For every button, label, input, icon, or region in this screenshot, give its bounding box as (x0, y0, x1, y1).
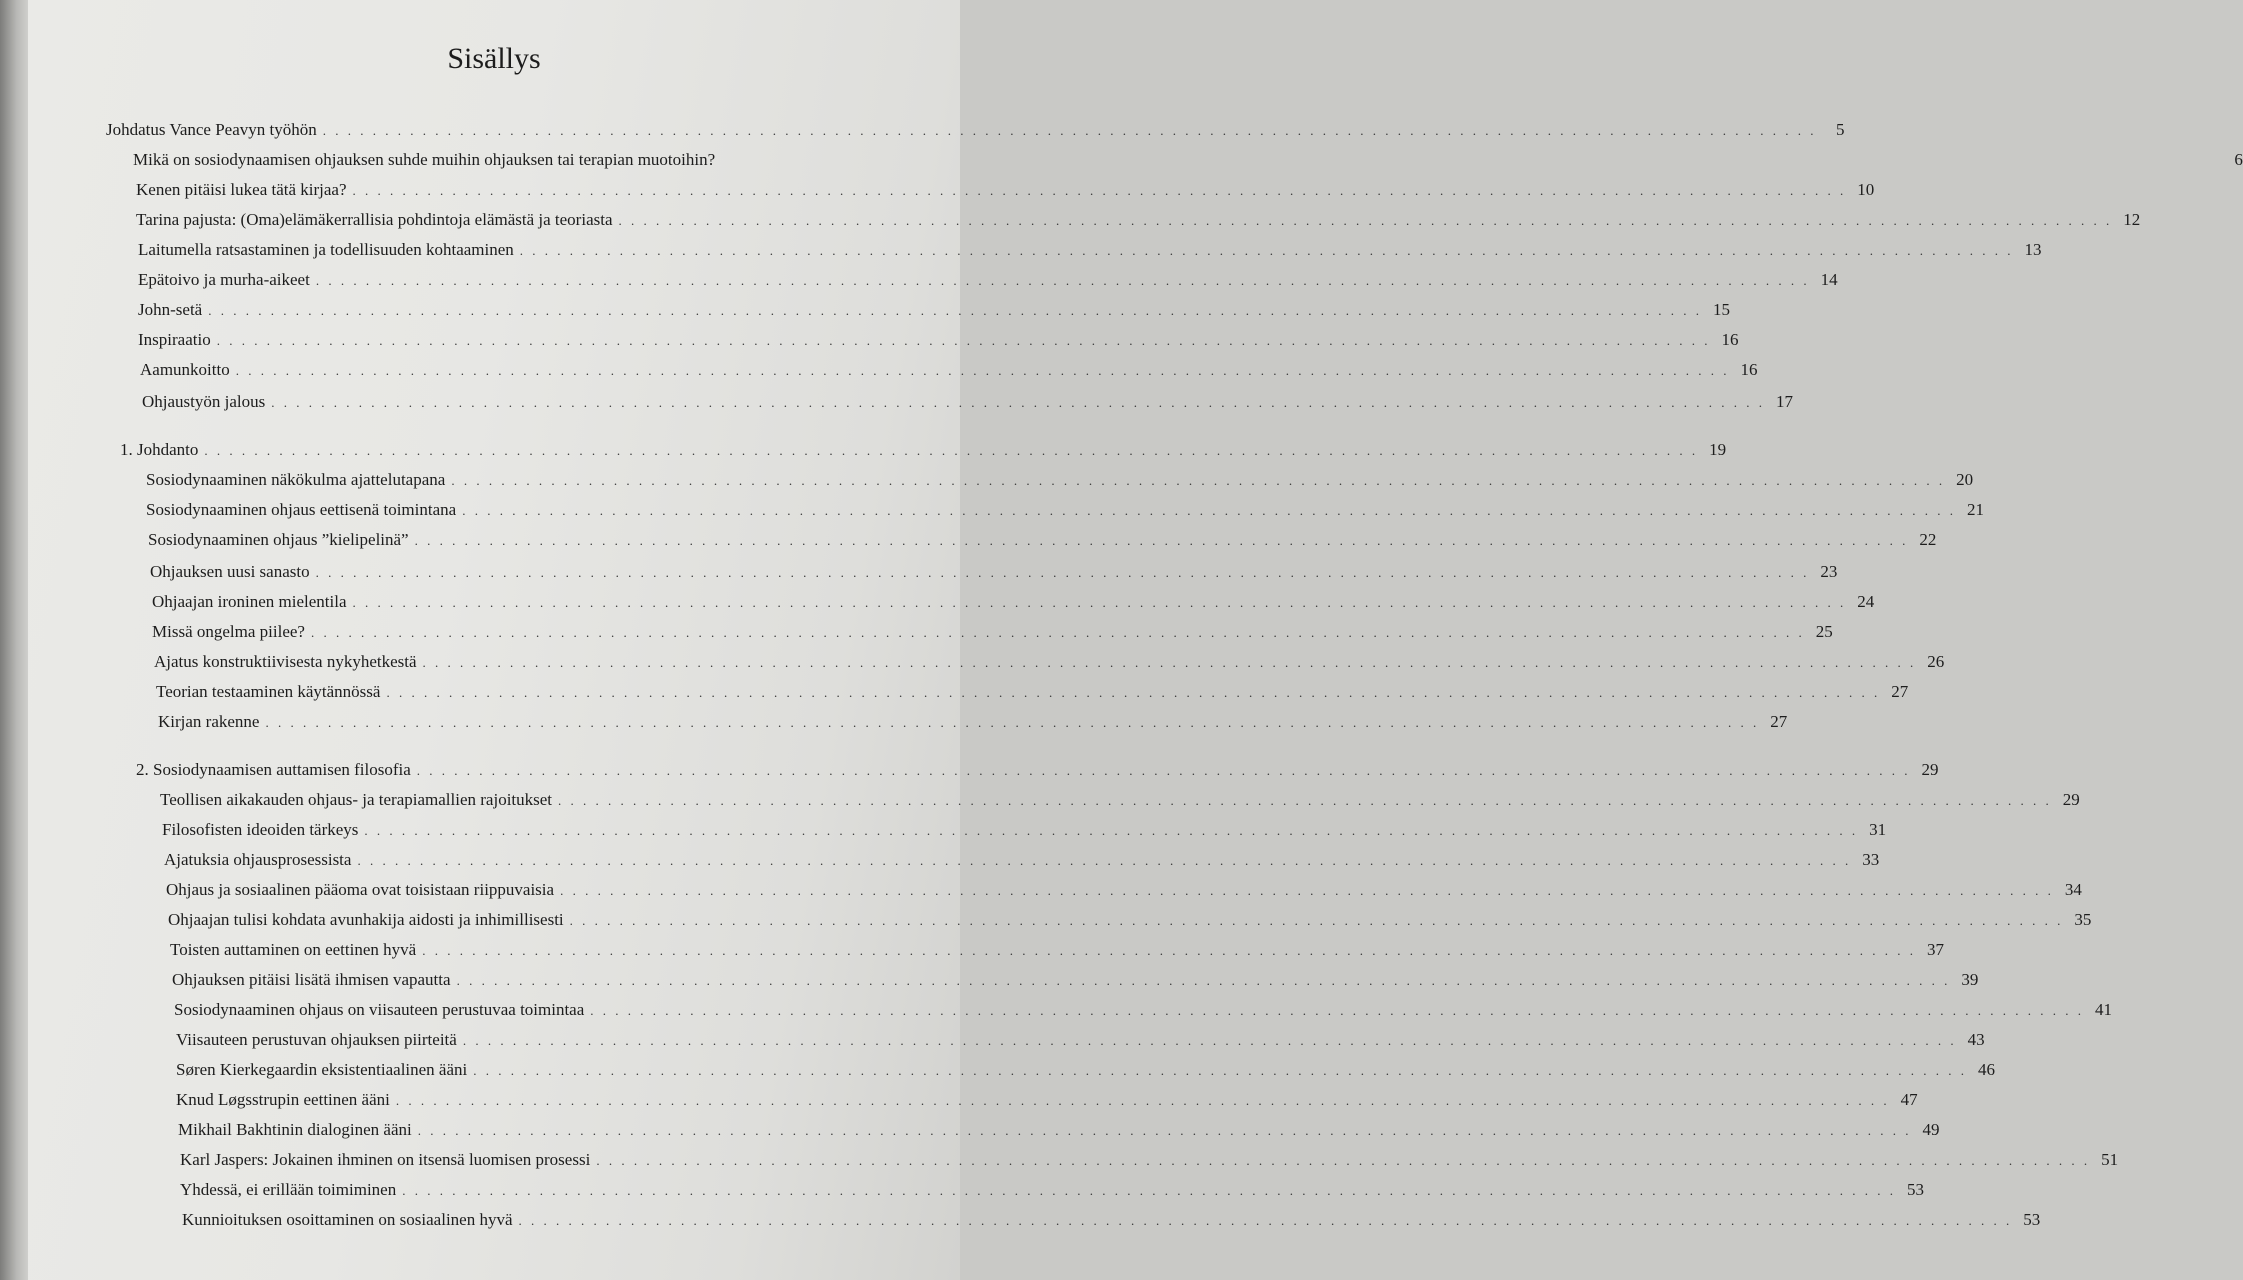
toc-entry (162, 820, 1887, 840)
toc-entry-page-number: 25 (1815, 622, 1833, 641)
toc-entry-page-number: 53 (1906, 1180, 1924, 1199)
toc-entry-page-number: 12 (2123, 210, 2141, 229)
toc-entry-label: Teollisen aikakauden ohjaus- ja terapiamallien rajoitukset (160, 790, 553, 809)
leader-dots: . . . . . . . . . . . . . . . . . . . . . . . . . . . . . . . . . . . . . . . . . . . . . . . . . . . . . . . . . . . . . . . . . . . . . . . . . . . . . . . . . . . . . . . . . . . . . . . . . . . . . . . . . . . . . . . . . . . . . . . . (473, 1063, 1967, 1078)
toc-entry-label: Ohjaajan tulisi kohdata avunhakija aidosti ja inhimillisesti (168, 910, 564, 929)
toc-entry-label: Ajatus konstruktiivisesta nykyhetkestä (154, 652, 417, 671)
toc-entry-page-number: 16 (1721, 330, 1739, 349)
toc-entry (150, 562, 1838, 582)
toc-entry-page-number: 13 (2024, 240, 2042, 259)
toc-entry (133, 150, 2243, 170)
toc-entry (142, 392, 1793, 412)
toc-entry (176, 1090, 1918, 1110)
toc-entry-label: Toisten auttaminen on eettinen hyvä (170, 940, 417, 959)
toc-entry-page-number: 14 (1820, 270, 1838, 289)
toc-entry-page-number: 39 (1961, 970, 1979, 989)
toc-entry (136, 210, 2141, 230)
leader-dots: . . . . . . . . . . . . . . . . . . . . . . . . . . . . . . . . . . . . . . . . . . . . . . . . . . . . . . . . . . . . . . . . . . . . . . . . . . . . . . . . . . . . . . . . . . . . . . . . . . . . . . . . . . . . . . . . . . . . . . . . (462, 1033, 1957, 1048)
toc-entry-label: Ajatuksia ohjausprosessista (164, 850, 352, 869)
toc-entry (182, 1210, 2041, 1230)
toc-entry-label: Johdatus Vance Peavyn työhön (106, 120, 317, 139)
leader-dots: . . . . . . . . . . . . . . . . . . . . . . . . . . . . . . . . . . . . . . . . . . . . . . . . . . . . . . . . . . . . . . . . . . . . . . . . . . . . . . . . . . . . . . . . . . . . . . . . . . . . . . . . . . . . . . . . . . . . . . . . (315, 273, 1810, 288)
leader-dots: . . . . . . . . . . . . . . . . . . . . . . . . . . . . . . . . . . . . . . . . . . . . . . . . . . . . . . . . . . . . . . . . . . . . . . . . . . . . . . . . . . . . . . . . . . . . . . . . . . . . . . . . . . . . . . . . . . . . . . . . (451, 473, 1946, 488)
leader-dots: . . . . . . . . . . . . . . . . . . . . . . . . . . . . . . . . . . . . . . . . . . . . . . . . . . . . . . . . . . . . . . . . . . . . . . . . . . . . . . . . . . . . . . . . . . . . . . . . . . . . . . . . . . . . . . . . . . . . . . . . (364, 823, 1859, 838)
toc-entry (180, 1150, 2119, 1170)
leader-dots: . . . . . . . . . . . . . . . . . . . . . . . . . . . . . . . . . . . . . . . . . . . . . . . . . . . . . . . . . . . . . . . . . . . . . . . . . . . . . . . . . . . . . . . . . . . . . . . . . . . . . . . . . . . . . . . . . . . . . . . . (519, 243, 2014, 258)
leader-dots: . . . . . . . . . . . . . . . . . . . . . . . . . . . . . . . . . . . . . . . . . . . . . . . . . . . . . . . . . . . . . . . . . . . . . . . . . . . . . . . . . . . . . . . . . . . . . . . . . . . . . . . . . . . . . . . . . . . . . . . . (208, 303, 1702, 318)
leader-dots: . . . . . . . . . . . . . . . . . . . . . . . . . . . . . . . . . . . . . . . . . . . . . . . . . . . . . . . . . . . . . . . . . . . . . . . . . . . . . . . . . . . . . . . . . . . . . . . . . . . . . . . . . . . . . . . . . . . . . . . . (596, 1153, 2091, 1168)
toc-entry (138, 300, 1730, 320)
toc-entry (138, 240, 2042, 260)
toc-entry-page-number: 33 (1862, 850, 1880, 869)
toc-entry (120, 440, 1727, 460)
toc-entry (136, 760, 1939, 780)
toc-entry-page-number: 34 (2064, 880, 2082, 899)
leader-dots: . . . . . . . . . . . . . . . . . . . . . . . . . . . . . . . . . . . . . . . . . . . . . . . . . . . . . . . . . . . . . . . . . . . . . . . . . . . . . . . . . . . . . . . . . . . . . . . . . . . . . . . . . . . . . . . . . . . . . . . . (618, 213, 2113, 228)
toc-entry-page-number: 17 (1776, 392, 1793, 411)
toc-entry-page-number: 26 (1927, 652, 1945, 671)
toc-entry (158, 712, 1788, 732)
leader-dots: . . . . . . . . . . . . . . . . . . . . . . . . . . . . . . . . . . . . . . . . . . . . . . . . . . . . . . . . . . . . . . . . . . . . . . . . . . . . . . . . . . . . . . . . . . . . . . . . . . . . . . . . . . . . . . . . . . . . . . . . (518, 1213, 2013, 1228)
toc-entry-label: Sosiodynaaminen ohjaus on viisauteen perustuvaa toimintaa (174, 1000, 585, 1019)
toc-entry-page-number: 51 (2101, 1150, 2119, 1169)
toc-entry (140, 360, 1758, 380)
toc-entry-page-number: 47 (1900, 1090, 1918, 1109)
toc-entry-label: Kunnioituksen osoittaminen on sosiaalinen hyvä (182, 1210, 513, 1229)
leader-dots: . . . . . . . . . . . . . . . . . . . . . . . . . . . . . . . . . . . . . . . . . . . . . . . . . . . . . . . . . . . . . . . . . . . . . . . . . . . . . . . . . . . . . . . . . . . . . . . . . . . . . . . . . . . . . . . . . . . . . . . . (271, 395, 1765, 410)
book-page (28, 0, 2243, 1280)
toc-entry-label: Aamunkoitto (140, 360, 230, 379)
toc-entry (178, 1120, 1940, 1140)
toc-entry-page-number: 31 (1869, 820, 1887, 839)
leader-dots: . . . . . . . . . . . . . . . . . . . . . . . . . . . . . . . . . . . . . . . . . . . . . . . . . . . . . . . . . . . . . . . . . . . . . . . . . . . . . . . . . . . . . . . . . . . . . . . . . . . . . . . . . . . . . . . . . . . . . . . . (235, 363, 1730, 378)
leader-dots: . . . . . . . . . . . . . . . . . . . . . . . . . . . . . . . . . . . . . . . . . . . . . . . . . . . . . . . . . . . . . . . . . . . . . . . . . . . . . . . . . . . . . . . . . . . . . . . . . . . . . . . . . . . . . . . . . . . . . . . . (417, 1123, 1912, 1138)
toc-entry-page-number: 27 (1891, 682, 1909, 701)
toc-entry-page-number: 20 (1956, 470, 1974, 489)
toc-entry (138, 330, 1739, 350)
toc-entry-page-number: 23 (1820, 562, 1838, 581)
toc-entry-page-number: 16 (1740, 360, 1758, 379)
toc-entry-label: Ohjauksen uusi sanasto (150, 562, 310, 581)
toc-entry (146, 500, 1984, 520)
toc-entry-label: 1. Johdanto (120, 440, 199, 459)
toc-entry (136, 180, 1875, 200)
toc-entry-page-number: 37 (1926, 940, 1944, 959)
toc-entry (176, 1060, 1995, 1080)
toc-entry-label: Ohjauksen pitäisi lisätä ihmisen vapautta (172, 970, 451, 989)
toc-entry (152, 622, 1833, 642)
toc-entry-page-number: 24 (1857, 592, 1875, 611)
leader-dots: . . . . . . . . . . . . . . . . . . . . . . . . . . . . . . . . . . . . . . . . . . . . . . . . . . . . . . . . . . . . . . . . . . . . . . . . . . . . . . . . . . . . . . . . . . . . . . . . . . . . . . . . . . . . . . . . . . . . . . . . (352, 595, 1847, 610)
toc-entry-label: Ohjaustyön jalous (142, 392, 266, 411)
toc-entry (164, 850, 1880, 870)
table-of-contents (28, 0, 2243, 1280)
leader-dots: . . . . . . . . . . . . . . . . . . . . . . . . . . . . . . . . . . . . . . . . . . . . . . . . . . . . . . . . . . . . . . . . . . . . . . . . . . . . . . . . . . . . . . . . . . . . . . . . . . . . . . . . . . . . . . . . . . . . . . . . (590, 1003, 2085, 1018)
toc-entry-label: Mikä on sosiodynaamisen ohjauksen suhde muihin ohjauksen tai terapian muotoihin? (133, 150, 716, 169)
toc-entry-page-number: 53 (2023, 1210, 2041, 1229)
toc-entry (166, 880, 2082, 900)
toc-entry-label: Ohjaajan ironinen mielentila (152, 592, 347, 611)
toc-entry-label: Laitumella ratsastaminen ja todellisuuden kohtaaminen (138, 240, 514, 259)
toc-entry (168, 910, 2092, 930)
toc-entry-label: Knud Løgsstrupin eettinen ääni (176, 1090, 390, 1109)
toc-entry (172, 970, 1979, 990)
book-spine-shadow (0, 0, 28, 1280)
toc-entry-label: Kirjan rakenne (158, 712, 260, 731)
leader-dots: . . . . . . . . . . . . . . . . . . . . . . . . . . . . . . . . . . . . . . . . . . . . . . . . . . . . . . . . . . . . . . . . . . . . . . . . . . . . . . . . . . . . . . . . . . . . . . . . . . . . . . . . . . . . . . . . . . . . . . . . (310, 625, 1805, 640)
toc-entry (106, 120, 1845, 140)
leader-dots: . . . . . . . . . . . . . . . . . . . . . . . . . . . . . . . . . . . . . . . . . . . . . . . . . . . . . . . . . . . . . . . . . . . . . . . . . . . . . . . . . . . . . . . . . . . . . . . . . . . . . . . . . . . . . . . . . . . . . . . . (395, 1093, 1890, 1108)
toc-entry-label: Inspiraatio (138, 330, 211, 349)
toc-entry-page-number: 5 (1836, 120, 1845, 139)
toc-entry (156, 682, 1909, 702)
toc-entry-page-number: 46 (1978, 1060, 1995, 1079)
toc-entry-page-number: 43 (1967, 1030, 1985, 1049)
toc-entry-page-number: 10 (1857, 180, 1875, 199)
toc-entry (170, 940, 1944, 960)
toc-entry (160, 790, 2080, 810)
toc-entry-page-number: 21 (1966, 500, 1984, 519)
leader-dots: . . . . . . . . . . . . . . . . . . . . . . . . . . . . . . . . . . . . . . . . . . . . . . . . . . . . . . . . . . . . . . . . . . . . . . . . . . . . . . . . . . . . . . . . . . . . . . . . . . . . . . . . . . . . . . . . . . . . . . . . (386, 685, 1881, 700)
toc-entry (176, 1030, 1985, 1050)
leader-dots: . . . . . . . . . . . . . . . . . . . . . . . . . . . . . . . . . . . . . . . . . . . . . . . . . . . . . . . . . . . . . . . . . . . . . . . . . . . . . . . . . . . . . . . . . . . . . . . . . . . . . . . . . . . . . . . . . . . . . . . . (216, 333, 1711, 348)
leader-dots: . . . . . . . . . . . . . . . . . . . . . . . . . . . . . . . . . . . . . . . . . . . . . . . . . . . . . . . . . . . . . . . . . . . . . . . . . . . . . . . . . . . . . . . . . . . . . . . . . . . . . . . . . . . . . . . . . . . . . . . . (402, 1183, 1896, 1198)
toc-entry-label: Karl Jaspers: Jokainen ihminen on itsensä luomisen prosessi (180, 1150, 591, 1169)
toc-entry (180, 1180, 1924, 1200)
leader-dots: . . . . . . . . . . . . . . . . . . . . . . . . . . . . . . . . . . . . . . . . . . . . . . . . . . . . . . . . . . . . . . . . . . . . . . . . . . . . . . . . . . . . . . . . . . . . . . . . . . . . . . . . . . . . . . . . . . . . . . . . (414, 533, 1909, 548)
leader-dots: . . . . . . . . . . . . . . . . . . . . . . . . . . . . . . . . . . . . . . . . . . . . . . . . . . . . . . . . . . . . . . . . . . . . . . . . . . . . . . . . . . . . . . . . . . . . . . . . . . . . . . . . . . . . . . . . . . . . . . . . (560, 883, 2054, 898)
toc-entry-label: Mikhail Bakhtinin dialoginen ääni (178, 1120, 412, 1139)
toc-entry-page-number: 29 (1921, 760, 1939, 779)
toc-entry-label: Yhdessä, ei erillään toimiminen (180, 1180, 397, 1199)
toc-entry-label: Teorian testaaminen käytännössä (156, 682, 381, 701)
toc-entry-page-number: 6 (2234, 150, 2243, 169)
leader-dots: . . . . . . . . . . . . . . . . . . . . . . . . . . . . . . . . . . . . . . . . . . . . . . . . . . . . . . . . . . . . . . . . . . . . . . . . . . . . . . . . . . . . . . . . . . . . . . . . . . . . . . . . . . . . . . . . . . . . . . . . (422, 655, 1917, 670)
leader-dots: . . . . . . . . . . . . . . . . . . . . . . . . . . . . . . . . . . . . . . . . . . . . . . . . . . . . . . . . . . . . . . . . . . . . . . . . . . . . . . . . . . . . . . . . . . . . . . . . . . . . . . . . . . . . . . . . . . . . . . . . (265, 715, 1760, 730)
toc-entry (152, 592, 1875, 612)
toc-entry-page-number: 19 (1709, 440, 1727, 459)
toc-entry-page-number: 22 (1919, 530, 1937, 549)
leader-dots: . . . . . . . . . . . . . . . . . . . . . . . . . . . . . . . . . . . . . . . . . . . . . . . . . . . . . . . . . . . . . . . . . . . . . . . . . . . . . . . . . . . . . . . . . . . . . . . . . . . . . . . . . . . . . . . . . . . . . . . . (558, 793, 2052, 808)
toc-entry-label: Sosiodynaaminen ohjaus eettisenä toimintana (146, 500, 457, 519)
leader-dots: . . . . . . . . . . . . . . . . . . . . . . . . . . . . . . . . . . . . . . . . . . . . . . . . . . . . . . . . . . . . . . . . . . . . . . . . . . . . . . . . . . . . . . . . . . . . . . . . . . . . . . . . . . . . . . . . . . . . . . . . (315, 565, 1810, 580)
leader-dots: . . . . . . . . . . . . . . . . . . . . . . . . . . . . . . . . . . . . . . . . . . . . . . . . . . . . . . . . . . . . . . . . . . . . . . . . . . . . . . . . . . . . . . . . . . . . . . . . . . . . . . . . . . . . . . . . . . . . . . . . (422, 943, 1916, 958)
leader-dots: . . . . . . . . . . . . . . . . . . . . . . . . . . . . . . . . . . . . . . . . . . . . . . . . . . . . . . . . . . . . . . . . . . . . . . . . . . . . . . . . . . . . . . . . . . . . . . . . . . . . . . . . . . . . . . . . . . . . . . . . (456, 973, 1951, 988)
toc-entry (148, 530, 1937, 550)
toc-entry (154, 652, 1945, 672)
toc-entry (146, 470, 1974, 490)
leader-dots: . . . . . . . . . . . . . . . . . . . . . . . . . . . . . . . . . . . . . . . . . . . . . . . . . . . . . . . . . . . . . . . . . . . . . . . . . . . . . . . . . . . . . . . . . . . . . . . . . . . . . . . . . . . . . . . . . . . . . . . . (416, 763, 1911, 778)
toc-entry-label: Filosofisten ideoiden tärkeys (162, 820, 359, 839)
leader-dots: . . . . . . . . . . . . . . . . . . . . . . . . . . . . . . . . . . . . . . . . . . . . . . . . . . . . . . . . . . . . . . . . . . . . . . . . . . . . . . . . . . . . . . . . . . . . . . . . . . . . . . . . . . . . . . . . . . . . . . . . (204, 443, 1699, 458)
toc-entry-label: John-setä (138, 300, 203, 319)
leader-dots: . . . . . . . . . . . . . . . . . . . . . . . . . . . . . . . . . . . . . . . . . . . . . . . . . . . . . . . . . . . . . . . . . . . . . . . . . . . . . . . . . . . . . . . . . . . . . . . . . . . . . . . . . . . . . . . . . . . . . . . . (322, 123, 1817, 138)
toc-entry-page-number: 27 (1770, 712, 1788, 731)
leader-dots: . . . . . . . . . . . . . . . . . . . . . . . . . . . . . . . . . . . . . . . . . . . . . . . . . . . . . . . . . . . . . . . . . . . . . . . . . . . . . . . . . . . . . . . . . . . . . . . . . . . . . . . . . . . . . . . . . . . . . . . . (569, 913, 2064, 928)
toc-entry (174, 1000, 2113, 1020)
toc-entry-label: Ohjaus ja sosiaalinen pääoma ovat toisistaan riippuvaisia (166, 880, 555, 899)
toc-entry-label: Viisauteen perustuvan ohjauksen piirteitä (176, 1030, 457, 1049)
toc-entry (138, 270, 1838, 290)
toc-entry-page-number: 49 (1922, 1120, 1940, 1139)
toc-entry-label: Kenen pitäisi lukea tätä kirjaa? (136, 180, 347, 199)
toc-entry-page-number: 35 (2074, 910, 2092, 929)
leader-dots: . . . . . . . . . . . . . . . . . . . . . . . . . . . . . . . . . . . . . . . . . . . . . . . . . . . . . . . . . . . . . . . . . . . . . . . . . . . . . . . . . . . . . . . . . . . . . . . . . . . . . . . . . . . . . . . . . . . . . . . . (357, 853, 1852, 868)
toc-entry-label: Søren Kierkegaardin eksistentiaalinen ääni (176, 1060, 468, 1079)
toc-entry-label: Sosiodynaaminen ohjaus ”kielipelinä” (148, 530, 409, 549)
leader-dots: . . . . . . . . . . . . . . . . . . . . . . . . . . . . . . . . . . . . . . . . . . . . . . . . . . . . . . . . . . . . . . . . . . . . . . . . . . . . . . . . . . . . . . . . . . . . . . . . . . . . . . . . . . . . . . . . . . . . . . . . (462, 503, 1956, 518)
leader-dots: . . . . . . . . . . . . . . . . . . . . . . . . . . . . . . . . . . . . . . . . . . . . . . . . . . . . . . . . . . . . . . . . . . . . . . . . . . . . . . . . . . . . . . . . . . . . . . . . . . . . . . . . . . . . . . . . . . . . . . . . (352, 183, 1847, 198)
page-title: Sisällys (447, 42, 541, 75)
toc-entry-label: Tarina pajusta: (Oma)elämäkerrallisia pohdintoja elämästä ja teoriasta (136, 210, 613, 229)
toc-entry-label: Sosiodynaaminen näkökulma ajattelutapana (146, 470, 446, 489)
toc-entry-page-number: 41 (2095, 1000, 2113, 1019)
toc-entry-page-number: 29 (2062, 790, 2080, 809)
toc-entry-page-number: 15 (1712, 300, 1730, 319)
toc-entry-label: 2. Sosiodynaamisen auttamisen filosofia (136, 760, 411, 779)
toc-entry-label: Epätoivo ja murha-aikeet (138, 270, 310, 289)
toc-entry-label: Missä ongelma piilee? (152, 622, 305, 641)
